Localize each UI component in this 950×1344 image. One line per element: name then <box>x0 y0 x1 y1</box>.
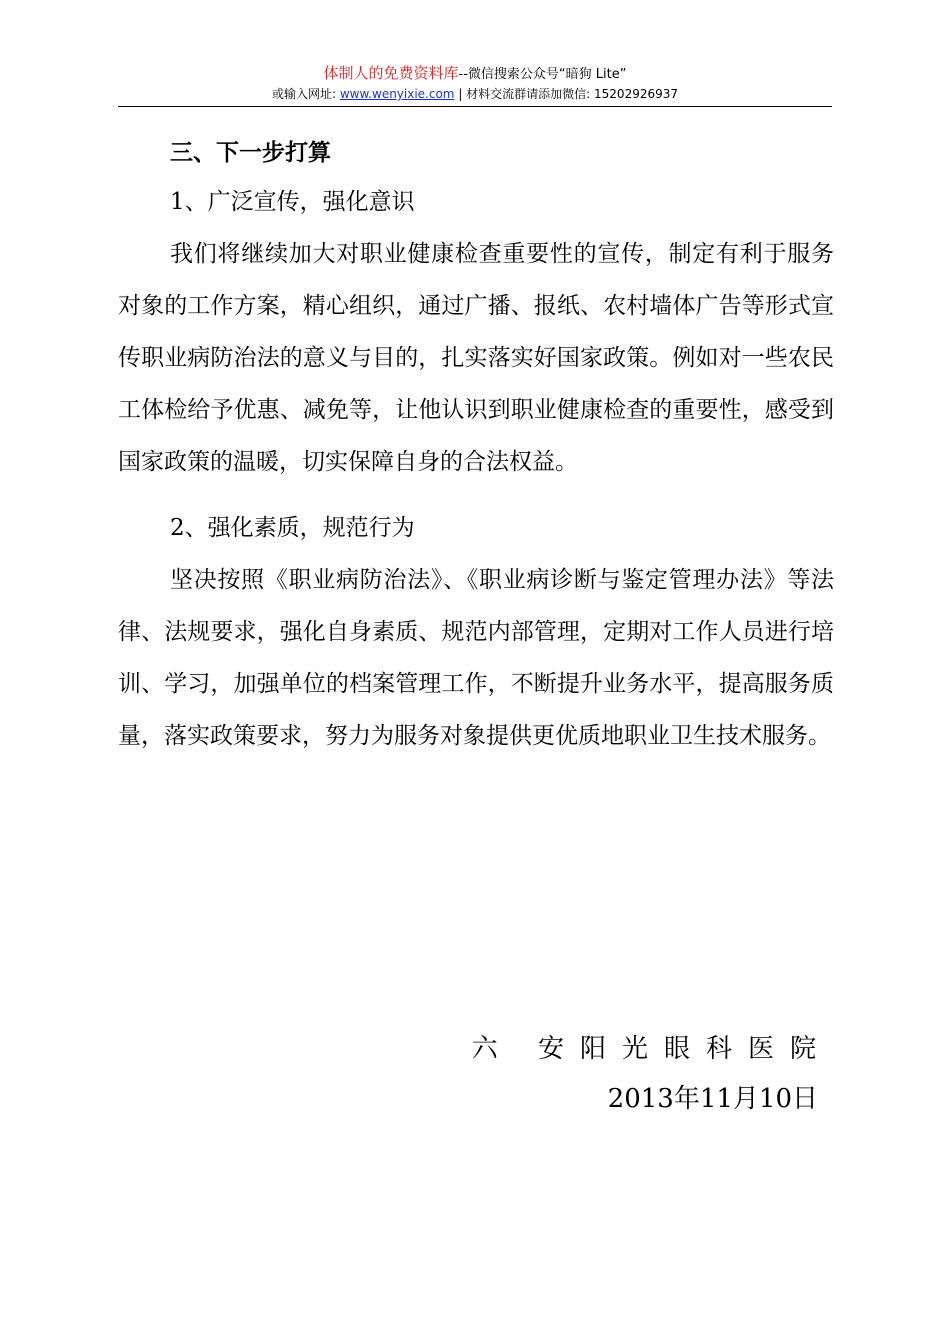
signature-date: 2013年11月10日 <box>607 1084 818 1114</box>
header-line-2 <box>118 86 832 103</box>
item-paragraph-2: 坚决按照《职业病防治法》、《职业病诊断与鉴定管理办法》等法律、法规要求，强化自身素质、规范内部管理，定期对工作人员进行培训、学习，加强单位的档案管理工作，不断提升业务水平，提高服务质量，落实政策要求，努力为服务对象提供更优质地职业卫生技术服务。 <box>118 567 834 749</box>
header-line-1 <box>118 64 832 84</box>
item-paragraph-1: 我们将继续加大对职业健康检查重要性的宣传，制定有利于服务对象的工作方案，精心组织，通过广播、报纸、农村墙体广告等形式宣传职业病防治法的意义与目的，扎实落实好国家政策。例如对一些农民工体检给予优惠、减免等，让他认识到职业健康检查的重要性，感受到国家政策的温暖，切实保障自身的合法权益。 <box>118 241 834 475</box>
header-contact: | 材料交流群请添加微信: 15202926937 <box>454 87 679 101</box>
header-tagline: --微信搜索公众号“暗狗 Lite” <box>458 67 627 82</box>
page-header <box>118 64 832 103</box>
document-body <box>118 130 834 762</box>
item-heading-1: 1、广泛宣传，强化意识 <box>170 189 415 215</box>
header-url-prefix: 或输入网址: <box>271 87 340 101</box>
signature-organization: 六 安阳光眼科医院 <box>471 1034 832 1064</box>
header-url-link[interactable]: www.wenyixie.com <box>339 87 455 101</box>
item-heading-2: 2、强化素质，规范行为 <box>170 515 415 541</box>
header-brand: 体制人的免费资料库 <box>323 64 459 82</box>
section-title: 三、下一步打算 <box>170 140 331 166</box>
header-divider <box>118 106 832 107</box>
